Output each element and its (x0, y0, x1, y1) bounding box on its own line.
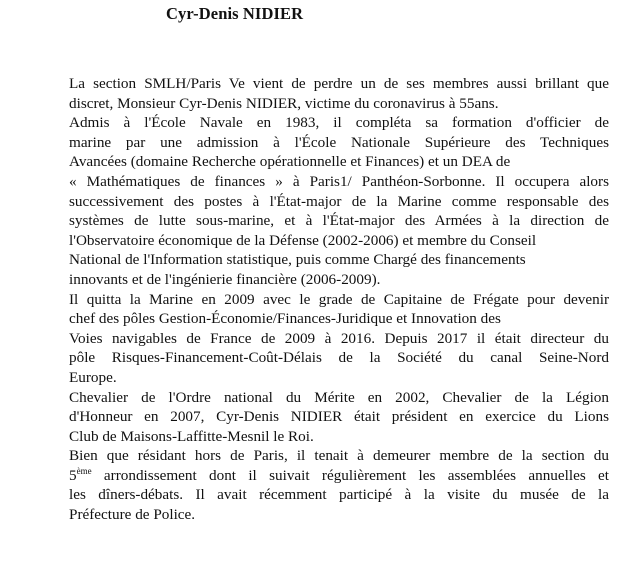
text-line: Il quitta la Marine en 2009 avec le grade de Capitaine de Frégate pour devenir (69, 290, 609, 308)
text-line: National de l'Information statistique, puis comme Chargé des financements (69, 251, 526, 269)
ordinal-suffix: ème (76, 465, 92, 476)
text-line: La section SMLH/Paris Ve vient de perdre un de ses membres aussi brillant que (69, 75, 609, 92)
text-line: marine par une admission à l'École Nationale Supérieure des Techniques (69, 133, 609, 151)
ordinal-number: 5 (69, 466, 77, 484)
text-line: Voies navigables de France de 2009 à 2016. Depuis 2017 il était directeur du (69, 329, 609, 347)
page-title: Cyr-Denis NIDIER (166, 4, 304, 23)
text-line: Bien que résidant hors de Paris, il tenait à demeurer membre de la section du (69, 447, 609, 465)
text-line: Europe. (69, 368, 117, 386)
text-line: Club de Maisons-Laffitte-Mesnil le Roi. (69, 427, 314, 445)
text-line: discret, Monsieur Cyr-Denis NIDIER, victime du coronavirus à 55ans. (69, 94, 499, 112)
text-line: l'Observatoire économique de la Défense (2002-2006) et membre du Conseil (69, 231, 537, 249)
obituary-text (69, 74, 609, 525)
text-line: d'Honneur en 2007, Cyr-Denis NIDIER était président en exercice du Lions (69, 408, 609, 426)
text-line-ordinal (69, 466, 609, 486)
text-line-rest: arrondissement dont il suivait régulièrement les assemblées annuelles et (103, 466, 610, 484)
text-line: Chevalier de l'Ordre national du Mérite en 2002, Chevalier de la Légion (69, 388, 609, 406)
text-line: « Mathématiques de finances » à Paris1/ Panthéon-Sorbonne. Il occupera alors (69, 172, 609, 190)
text-line: Admis à l'École Navale en 1983, il compléta sa formation d'officier de (69, 114, 609, 132)
text-line: successivement des postes à l'État-major de la Marine comme responsable des (69, 192, 609, 210)
text-line: les dîners-débats. Il avait récemment participé à la visite du musée de la (69, 486, 609, 504)
text-line: Préfecture de Police. (69, 506, 196, 524)
text-line: pôle Risques-Financement-Coût-Délais de la Société du canal Seine-Nord (69, 349, 609, 367)
text-line: Avancées (domaine Recherche opérationnelle et Finances) et un DEA de (69, 153, 511, 171)
text-line: systèmes de lutte sous-marine, et à l'État-major des Armées à la direction de (69, 212, 609, 230)
text-line: innovants et de l'ingénierie financière (2006-2009). (69, 270, 381, 288)
text-line: chef des pôles Gestion-Économie/Finances-Juridique et Innovation des (69, 310, 501, 328)
